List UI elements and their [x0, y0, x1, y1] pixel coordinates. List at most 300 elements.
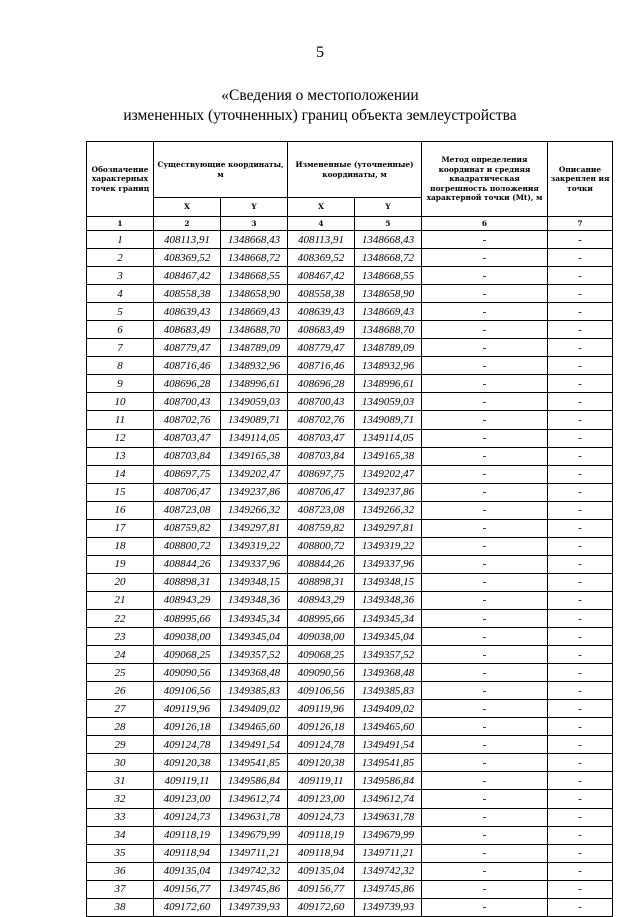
existing-x-cell: 409118,94	[154, 844, 221, 862]
existing-y-cell: 1348668,72	[221, 249, 288, 267]
changed-x-cell: 409124,73	[288, 808, 355, 826]
document-title	[0, 86, 640, 126]
table-row	[87, 790, 613, 808]
changed-y-cell: 1349319,22	[355, 537, 422, 555]
column-number: 5	[355, 217, 422, 231]
method-cell: -	[422, 537, 548, 555]
changed-y-cell: 1349491,54	[355, 736, 422, 754]
existing-x-cell: 408844,26	[154, 555, 221, 573]
table-row	[87, 501, 613, 519]
existing-x-cell: 408369,52	[154, 249, 221, 267]
changed-x-cell: 408800,72	[288, 537, 355, 555]
changed-y-cell: 1349059,03	[355, 393, 422, 411]
existing-y-cell: 1349745,86	[221, 880, 288, 898]
column-number: 7	[548, 217, 613, 231]
existing-y-cell: 1349409,02	[221, 700, 288, 718]
existing-y-cell: 1348669,43	[221, 303, 288, 321]
existing-y-cell: 1348668,55	[221, 267, 288, 285]
table-row	[87, 591, 613, 609]
existing-y-cell: 1349357,52	[221, 646, 288, 664]
existing-x-cell: 408702,76	[154, 411, 221, 429]
header-description: Описание закреплен ия точки	[548, 142, 613, 217]
existing-y-cell: 1349059,03	[221, 393, 288, 411]
changed-x-cell: 409119,11	[288, 772, 355, 790]
changed-y-cell: 1349368,48	[355, 664, 422, 682]
description-cell: -	[548, 628, 613, 646]
existing-y-cell: 1349202,47	[221, 465, 288, 483]
point-cell: 16	[87, 501, 154, 519]
table-row	[87, 393, 613, 411]
existing-y-cell: 1349541,85	[221, 754, 288, 772]
description-cell: -	[548, 790, 613, 808]
description-cell: -	[548, 501, 613, 519]
point-cell: 2	[87, 249, 154, 267]
existing-y-cell: 1349631,78	[221, 808, 288, 826]
existing-y-cell: 1349266,32	[221, 501, 288, 519]
changed-y-cell: 1348668,55	[355, 267, 422, 285]
description-cell: -	[548, 862, 613, 880]
point-cell: 17	[87, 519, 154, 537]
existing-x-cell: 409038,00	[154, 628, 221, 646]
existing-y-cell: 1349586,84	[221, 772, 288, 790]
description-cell: -	[548, 573, 613, 591]
method-cell: -	[422, 357, 548, 375]
point-cell: 27	[87, 700, 154, 718]
changed-y-cell: 1349541,85	[355, 754, 422, 772]
method-cell: -	[422, 718, 548, 736]
changed-x-cell: 408703,47	[288, 429, 355, 447]
point-cell: 3	[87, 267, 154, 285]
existing-x-cell: 408779,47	[154, 339, 221, 357]
point-cell: 8	[87, 357, 154, 375]
changed-y-cell: 1349679,99	[355, 826, 422, 844]
changed-y-cell: 1348789,09	[355, 339, 422, 357]
existing-y-cell: 1349348,36	[221, 591, 288, 609]
method-cell: -	[422, 267, 548, 285]
table-row	[87, 664, 613, 682]
changed-x-cell: 409135,04	[288, 862, 355, 880]
point-cell: 13	[87, 447, 154, 465]
existing-y-cell: 1349612,74	[221, 790, 288, 808]
changed-x-cell: 408467,42	[288, 267, 355, 285]
existing-y-cell: 1349345,04	[221, 628, 288, 646]
changed-y-cell: 1348668,72	[355, 249, 422, 267]
changed-x-cell: 408696,28	[288, 375, 355, 393]
existing-x-cell: 408995,66	[154, 609, 221, 627]
description-cell: -	[548, 555, 613, 573]
method-cell: -	[422, 862, 548, 880]
existing-y-cell: 1349114,05	[221, 429, 288, 447]
description-cell: -	[548, 411, 613, 429]
changed-x-cell: 408639,43	[288, 303, 355, 321]
description-cell: -	[548, 339, 613, 357]
point-cell: 33	[87, 808, 154, 826]
method-cell: -	[422, 844, 548, 862]
existing-y-cell: 1348658,90	[221, 285, 288, 303]
header-changed-coordinates: Измененные (уточненные) координаты, м	[288, 142, 422, 198]
changed-y-cell: 1349348,15	[355, 573, 422, 591]
point-cell: 23	[87, 628, 154, 646]
changed-y-cell: 1349165,38	[355, 447, 422, 465]
point-cell: 36	[87, 862, 154, 880]
table-row	[87, 609, 613, 627]
changed-y-cell: 1349337,96	[355, 555, 422, 573]
existing-y-cell: 1349345,34	[221, 609, 288, 627]
description-cell: -	[548, 357, 613, 375]
existing-y-cell: 1349337,96	[221, 555, 288, 573]
method-cell: -	[422, 447, 548, 465]
existing-y-cell: 1349711,21	[221, 844, 288, 862]
method-cell: -	[422, 609, 548, 627]
changed-x-cell: 409123,00	[288, 790, 355, 808]
existing-y-cell: 1348668,43	[221, 231, 288, 249]
changed-x-cell: 408369,52	[288, 249, 355, 267]
header-existing-coordinates: Существующие координаты, м	[154, 142, 288, 198]
changed-x-cell: 408558,38	[288, 285, 355, 303]
changed-x-cell: 409126,18	[288, 718, 355, 736]
point-cell: 35	[87, 844, 154, 862]
existing-y-cell: 1348996,61	[221, 375, 288, 393]
existing-x-cell: 409118,19	[154, 826, 221, 844]
description-cell: -	[548, 303, 613, 321]
existing-x-cell: 409068,25	[154, 646, 221, 664]
description-cell: -	[548, 465, 613, 483]
changed-x-cell: 408779,47	[288, 339, 355, 357]
point-cell: 30	[87, 754, 154, 772]
description-cell: -	[548, 249, 613, 267]
description-cell: -	[548, 898, 613, 916]
existing-x-cell: 408898,31	[154, 573, 221, 591]
point-cell: 11	[87, 411, 154, 429]
changed-x-cell: 409124,78	[288, 736, 355, 754]
existing-x-cell: 408703,84	[154, 447, 221, 465]
changed-y-cell: 1349089,71	[355, 411, 422, 429]
description-cell: -	[548, 682, 613, 700]
table-row	[87, 519, 613, 537]
method-cell: -	[422, 501, 548, 519]
description-cell: -	[548, 285, 613, 303]
changed-y-cell: 1349586,84	[355, 772, 422, 790]
description-cell: -	[548, 429, 613, 447]
existing-x-cell: 408759,82	[154, 519, 221, 537]
method-cell: -	[422, 591, 548, 609]
description-cell: -	[548, 754, 613, 772]
method-cell: -	[422, 682, 548, 700]
table-row	[87, 285, 613, 303]
existing-x-cell: 409106,56	[154, 682, 221, 700]
table-row	[87, 249, 613, 267]
method-cell: -	[422, 790, 548, 808]
description-cell: -	[548, 646, 613, 664]
method-cell: -	[422, 285, 548, 303]
point-cell: 10	[87, 393, 154, 411]
existing-y-cell: 1349348,15	[221, 573, 288, 591]
title-line-2: измененных (уточненных) границ объекта землеустройства	[123, 107, 517, 124]
changed-x-cell: 408113,91	[288, 231, 355, 249]
method-cell: -	[422, 393, 548, 411]
header-existing-y: Y	[221, 198, 288, 217]
method-cell: -	[422, 339, 548, 357]
changed-y-cell: 1349385,83	[355, 682, 422, 700]
existing-x-cell: 408697,75	[154, 465, 221, 483]
description-cell: -	[548, 808, 613, 826]
table-row	[87, 483, 613, 501]
point-cell: 12	[87, 429, 154, 447]
method-cell: -	[422, 646, 548, 664]
changed-y-cell: 1349357,52	[355, 646, 422, 664]
table-row	[87, 628, 613, 646]
existing-y-cell: 1349679,99	[221, 826, 288, 844]
changed-x-cell: 409120,38	[288, 754, 355, 772]
point-cell: 37	[87, 880, 154, 898]
point-cell: 4	[87, 285, 154, 303]
existing-y-cell: 1348932,96	[221, 357, 288, 375]
existing-y-cell: 1349165,38	[221, 447, 288, 465]
table-row	[87, 700, 613, 718]
existing-x-cell: 409135,04	[154, 862, 221, 880]
table-row	[87, 646, 613, 664]
table-row	[87, 231, 613, 249]
existing-x-cell: 409124,73	[154, 808, 221, 826]
method-cell: -	[422, 465, 548, 483]
existing-x-cell: 408706,47	[154, 483, 221, 501]
table-row	[87, 898, 613, 916]
existing-y-cell: 1349385,83	[221, 682, 288, 700]
point-cell: 18	[87, 537, 154, 555]
existing-x-cell: 408723,08	[154, 501, 221, 519]
existing-y-cell: 1348688,70	[221, 321, 288, 339]
header-method: Метод определения координат и средняя квадратическая погрешность положения характерной точки (Мt), м	[422, 142, 548, 217]
table-row	[87, 754, 613, 772]
existing-x-cell: 408467,42	[154, 267, 221, 285]
changed-y-cell: 1349631,78	[355, 808, 422, 826]
column-number: 3	[221, 217, 288, 231]
existing-x-cell: 408683,49	[154, 321, 221, 339]
column-number: 6	[422, 217, 548, 231]
point-cell: 34	[87, 826, 154, 844]
point-cell: 28	[87, 718, 154, 736]
point-cell: 9	[87, 375, 154, 393]
title-line-1: «Сведения о местоположении	[221, 87, 419, 104]
changed-y-cell: 1349745,86	[355, 880, 422, 898]
existing-x-cell: 409124,78	[154, 736, 221, 754]
existing-x-cell: 408800,72	[154, 537, 221, 555]
table-row	[87, 808, 613, 826]
header-changed-y: Y	[355, 198, 422, 217]
changed-x-cell: 408898,31	[288, 573, 355, 591]
changed-y-cell: 1349739,93	[355, 898, 422, 916]
point-cell: 31	[87, 772, 154, 790]
changed-x-cell: 408702,76	[288, 411, 355, 429]
changed-x-cell: 408716,46	[288, 357, 355, 375]
existing-x-cell: 409120,38	[154, 754, 221, 772]
table-row	[87, 357, 613, 375]
existing-y-cell: 1348789,09	[221, 339, 288, 357]
table-row	[87, 862, 613, 880]
method-cell: -	[422, 231, 548, 249]
method-cell: -	[422, 808, 548, 826]
column-number: 1	[87, 217, 154, 231]
changed-x-cell: 408706,47	[288, 483, 355, 501]
table-row	[87, 429, 613, 447]
existing-x-cell: 409090,56	[154, 664, 221, 682]
point-cell: 32	[87, 790, 154, 808]
method-cell: -	[422, 898, 548, 916]
point-cell: 7	[87, 339, 154, 357]
table-row	[87, 573, 613, 591]
changed-x-cell: 408943,29	[288, 591, 355, 609]
point-cell: 20	[87, 573, 154, 591]
changed-y-cell: 1349202,47	[355, 465, 422, 483]
existing-x-cell: 408703,47	[154, 429, 221, 447]
changed-x-cell: 408703,84	[288, 447, 355, 465]
existing-x-cell: 409156,77	[154, 880, 221, 898]
description-cell: -	[548, 537, 613, 555]
changed-x-cell: 409090,56	[288, 664, 355, 682]
point-cell: 24	[87, 646, 154, 664]
method-cell: -	[422, 772, 548, 790]
method-cell: -	[422, 573, 548, 591]
table-row	[87, 718, 613, 736]
changed-y-cell: 1349742,32	[355, 862, 422, 880]
table-row	[87, 537, 613, 555]
point-cell: 1	[87, 231, 154, 249]
description-cell: -	[548, 483, 613, 501]
changed-x-cell: 409156,77	[288, 880, 355, 898]
table-row	[87, 321, 613, 339]
changed-x-cell: 409118,19	[288, 826, 355, 844]
method-cell: -	[422, 826, 548, 844]
method-cell: -	[422, 429, 548, 447]
method-cell: -	[422, 249, 548, 267]
changed-y-cell: 1349711,21	[355, 844, 422, 862]
existing-x-cell: 409172,60	[154, 898, 221, 916]
description-cell: -	[548, 393, 613, 411]
existing-x-cell: 409119,96	[154, 700, 221, 718]
changed-y-cell: 1349345,34	[355, 609, 422, 627]
changed-x-cell: 409106,56	[288, 682, 355, 700]
table-row	[87, 447, 613, 465]
header-point: Обозначение характерных точек границ	[87, 142, 154, 217]
table-row	[87, 736, 613, 754]
existing-y-cell: 1349742,32	[221, 862, 288, 880]
point-cell: 29	[87, 736, 154, 754]
point-cell: 6	[87, 321, 154, 339]
table-body	[87, 231, 613, 917]
existing-y-cell: 1349297,81	[221, 519, 288, 537]
table-row	[87, 826, 613, 844]
header-changed-x: X	[288, 198, 355, 217]
existing-y-cell: 1349368,48	[221, 664, 288, 682]
description-cell: -	[548, 844, 613, 862]
description-cell: -	[548, 267, 613, 285]
method-cell: -	[422, 483, 548, 501]
description-cell: -	[548, 591, 613, 609]
changed-y-cell: 1348932,96	[355, 357, 422, 375]
table-row	[87, 772, 613, 790]
description-cell: -	[548, 321, 613, 339]
changed-x-cell: 409118,94	[288, 844, 355, 862]
point-cell: 15	[87, 483, 154, 501]
table-row	[87, 555, 613, 573]
table-row	[87, 682, 613, 700]
existing-x-cell: 408558,38	[154, 285, 221, 303]
changed-x-cell: 409068,25	[288, 646, 355, 664]
existing-y-cell: 1349491,54	[221, 736, 288, 754]
existing-y-cell: 1349319,22	[221, 537, 288, 555]
changed-y-cell: 1348996,61	[355, 375, 422, 393]
header-existing-x: X	[154, 198, 221, 217]
description-cell: -	[548, 609, 613, 627]
point-cell: 14	[87, 465, 154, 483]
existing-x-cell: 409123,00	[154, 790, 221, 808]
table-row	[87, 267, 613, 285]
description-cell: -	[548, 700, 613, 718]
changed-y-cell: 1349345,04	[355, 628, 422, 646]
description-cell: -	[548, 826, 613, 844]
table-row	[87, 844, 613, 862]
existing-x-cell: 408113,91	[154, 231, 221, 249]
changed-y-cell: 1349237,86	[355, 483, 422, 501]
table-row	[87, 339, 613, 357]
changed-x-cell: 408723,08	[288, 501, 355, 519]
page-number: 5	[316, 44, 324, 61]
changed-y-cell: 1349297,81	[355, 519, 422, 537]
changed-x-cell: 409119,96	[288, 700, 355, 718]
coordinates-table	[86, 141, 613, 917]
existing-x-cell: 408716,46	[154, 357, 221, 375]
method-cell: -	[422, 519, 548, 537]
point-cell: 19	[87, 555, 154, 573]
table-row	[87, 465, 613, 483]
changed-y-cell: 1349348,36	[355, 591, 422, 609]
changed-y-cell: 1348658,90	[355, 285, 422, 303]
changed-x-cell: 408995,66	[288, 609, 355, 627]
changed-x-cell: 408683,49	[288, 321, 355, 339]
method-cell: -	[422, 664, 548, 682]
description-cell: -	[548, 664, 613, 682]
description-cell: -	[548, 736, 613, 754]
changed-y-cell: 1349266,32	[355, 501, 422, 519]
table-row	[87, 303, 613, 321]
changed-x-cell: 408697,75	[288, 465, 355, 483]
changed-y-cell: 1348668,43	[355, 231, 422, 249]
existing-y-cell: 1349237,86	[221, 483, 288, 501]
method-cell: -	[422, 628, 548, 646]
table-row	[87, 375, 613, 393]
method-cell: -	[422, 555, 548, 573]
changed-x-cell: 408844,26	[288, 555, 355, 573]
description-cell: -	[548, 718, 613, 736]
changed-y-cell: 1348669,43	[355, 303, 422, 321]
table-row	[87, 411, 613, 429]
point-cell: 21	[87, 591, 154, 609]
existing-y-cell: 1349089,71	[221, 411, 288, 429]
method-cell: -	[422, 321, 548, 339]
changed-x-cell: 408759,82	[288, 519, 355, 537]
changed-x-cell: 408700,43	[288, 393, 355, 411]
changed-x-cell: 409038,00	[288, 628, 355, 646]
description-cell: -	[548, 231, 613, 249]
existing-x-cell: 408943,29	[154, 591, 221, 609]
description-cell: -	[548, 880, 613, 898]
method-cell: -	[422, 303, 548, 321]
column-number: 2	[154, 217, 221, 231]
description-cell: -	[548, 375, 613, 393]
method-cell: -	[422, 736, 548, 754]
method-cell: -	[422, 375, 548, 393]
existing-y-cell: 1349465,60	[221, 718, 288, 736]
